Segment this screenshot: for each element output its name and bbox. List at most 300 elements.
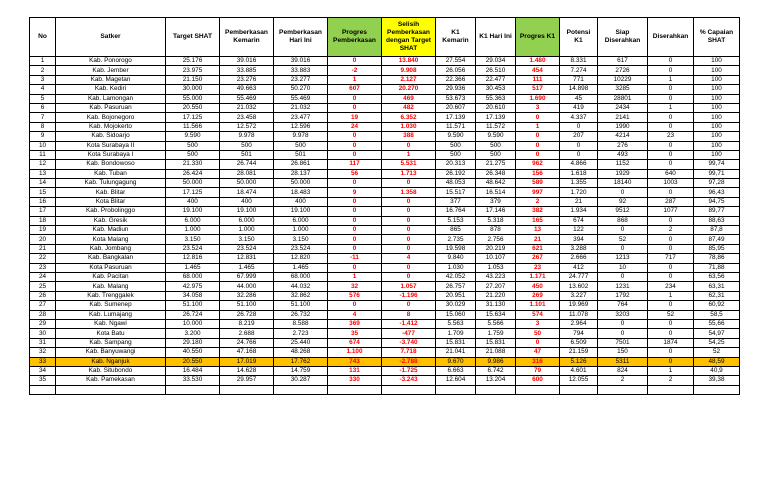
cell-progres-k1: 0 — [516, 113, 560, 122]
cell-selisih: 7.718 — [382, 348, 436, 357]
cell-satker: Kab. Malang — [56, 282, 166, 291]
cell-potensi-k1: 794 — [560, 329, 598, 338]
cell-k1-hari-ini: 13.204 — [476, 376, 516, 385]
cell-progres-k1: 1 — [516, 122, 560, 131]
cell-pemberkasan-hari-ini: 44.032 — [274, 282, 328, 291]
table-row — [30, 113, 740, 122]
cell-progres-k1: 1.480 — [516, 57, 560, 66]
cell-capaian-shat: 100 — [694, 66, 740, 75]
cell-no: 18 — [30, 216, 56, 225]
cell-k1-kemarin: 19.598 — [436, 244, 476, 253]
cell-capaian-shat: 100 — [694, 94, 740, 103]
cell-siap-diserahkan: 2141 — [598, 113, 648, 122]
cell-k1-kemarin: 29.936 — [436, 85, 476, 94]
cell-k1-kemarin: 20.313 — [436, 160, 476, 169]
cell-potensi-k1: 2.964 — [560, 319, 598, 328]
header-pemberkasan-kemarin: Pemberkasan Kemarin — [220, 18, 274, 57]
cell-satker: Kota Surabaya I — [56, 150, 166, 159]
cell-no: 17 — [30, 207, 56, 216]
header-capaian-shat: % Capaian SHAT — [694, 18, 740, 57]
cell-pemberkasan-hari-ini: 30.287 — [274, 376, 328, 385]
cell-siap-diserahkan: 2 — [598, 376, 648, 385]
cell-k1-kemarin: 26.192 — [436, 169, 476, 178]
cell-pemberkasan-kemarin: 49.663 — [220, 85, 274, 94]
cell-progres-pemberkasan: 0 — [328, 103, 382, 112]
shat-report — [29, 17, 739, 395]
blank-cell — [560, 385, 598, 394]
cell-pemberkasan-kemarin: 21.032 — [220, 103, 274, 112]
cell-no: 12 — [30, 160, 56, 169]
table-row — [30, 150, 740, 159]
cell-siap-diserahkan: 764 — [598, 301, 648, 310]
cell-pemberkasan-kemarin: 47.168 — [220, 348, 274, 357]
cell-progres-k1: 13 — [516, 226, 560, 235]
cell-k1-kemarin: 17.139 — [436, 113, 476, 122]
cell-progres-k1: 111 — [516, 75, 560, 84]
cell-k1-kemarin: 15.831 — [436, 338, 476, 347]
cell-pemberkasan-kemarin: 24.766 — [220, 338, 274, 347]
cell-capaian-shat: 87,8 — [694, 226, 740, 235]
cell-siap-diserahkan: 1792 — [598, 291, 648, 300]
cell-satker: Kab. Pamekasan — [56, 376, 166, 385]
cell-no: 25 — [30, 282, 56, 291]
cell-progres-pemberkasan: 0 — [328, 216, 382, 225]
cell-diserahkan: 234 — [648, 282, 694, 291]
cell-progres-k1: 517 — [516, 85, 560, 94]
cell-potensi-k1: 21 — [560, 197, 598, 206]
cell-progres-k1: 267 — [516, 254, 560, 263]
cell-satker: Kab. Nganjuk — [56, 357, 166, 366]
cell-diserahkan: 1 — [648, 103, 694, 112]
cell-no: 23 — [30, 263, 56, 272]
cell-progres-k1: 450 — [516, 282, 560, 291]
cell-target-shat: 26.424 — [166, 169, 220, 178]
cell-siap-diserahkan: 1231 — [598, 282, 648, 291]
table-row — [30, 319, 740, 328]
cell-target-shat: 51.100 — [166, 301, 220, 310]
cell-progres-k1: 269 — [516, 291, 560, 300]
cell-k1-hari-ini: 379 — [476, 197, 516, 206]
cell-no: 6 — [30, 103, 56, 112]
cell-progres-pemberkasan: 56 — [328, 169, 382, 178]
cell-siap-diserahkan: 276 — [598, 141, 648, 150]
table-row — [30, 141, 740, 150]
cell-target-shat: 500 — [166, 150, 220, 159]
cell-progres-pemberkasan: 0 — [328, 207, 382, 216]
cell-pemberkasan-kemarin: 3.150 — [220, 235, 274, 244]
cell-k1-kemarin: 500 — [436, 150, 476, 159]
cell-potensi-k1: 4.601 — [560, 366, 598, 375]
table-row — [30, 75, 740, 84]
cell-pemberkasan-hari-ini: 23.477 — [274, 113, 328, 122]
cell-k1-kemarin: 26.056 — [436, 66, 476, 75]
cell-k1-hari-ini: 5.566 — [476, 319, 516, 328]
cell-siap-diserahkan: 3285 — [598, 85, 648, 94]
cell-diserahkan: 2 — [648, 376, 694, 385]
cell-selisih: -1.196 — [382, 291, 436, 300]
cell-selisih: 0 — [382, 226, 436, 235]
cell-capaian-shat: 97,28 — [694, 179, 740, 188]
cell-target-shat: 3.150 — [166, 235, 220, 244]
cell-siap-diserahkan: 1929 — [598, 169, 648, 178]
cell-siap-diserahkan: 10229 — [598, 75, 648, 84]
cell-k1-kemarin: 5.153 — [436, 216, 476, 225]
cell-siap-diserahkan: 52 — [598, 235, 648, 244]
cell-progres-pemberkasan: -2 — [328, 66, 382, 75]
cell-progres-pemberkasan: 131 — [328, 366, 382, 375]
cell-progres-k1: 1.101 — [516, 301, 560, 310]
cell-progres-pemberkasan: 1 — [328, 75, 382, 84]
cell-target-shat: 68.000 — [166, 272, 220, 281]
cell-pemberkasan-hari-ini: 23.277 — [274, 75, 328, 84]
cell-satker: Kab. Ngawi — [56, 319, 166, 328]
blank-cell — [516, 385, 560, 394]
cell-k1-hari-ini: 48.642 — [476, 179, 516, 188]
cell-k1-hari-ini: 1.053 — [476, 263, 516, 272]
cell-satker: Kab. Tuban — [56, 169, 166, 178]
cell-capaian-shat: 100 — [694, 141, 740, 150]
cell-selisih: -1.725 — [382, 366, 436, 375]
cell-pemberkasan-hari-ini: 8.588 — [274, 319, 328, 328]
table-row — [30, 188, 740, 197]
cell-selisih: 20.270 — [382, 85, 436, 94]
table-row — [30, 122, 740, 131]
cell-diserahkan: 0 — [648, 348, 694, 357]
cell-progres-pemberkasan: 0 — [328, 235, 382, 244]
cell-k1-hari-ini: 20.610 — [476, 103, 516, 112]
cell-diserahkan: 287 — [648, 197, 694, 206]
cell-pemberkasan-kemarin: 500 — [220, 141, 274, 150]
cell-progres-pemberkasan: 0 — [328, 244, 382, 253]
table-row — [30, 301, 740, 310]
cell-k1-kemarin: 21.041 — [436, 348, 476, 357]
cell-k1-hari-ini: 17.146 — [476, 207, 516, 216]
cell-satker: Kab. Banyuwangi — [56, 348, 166, 357]
cell-selisih: 1.030 — [382, 122, 436, 131]
cell-potensi-k1: 207 — [560, 132, 598, 141]
cell-diserahkan: 2 — [648, 226, 694, 235]
cell-k1-kemarin: 20.607 — [436, 103, 476, 112]
cell-pemberkasan-kemarin: 44.000 — [220, 282, 274, 291]
cell-siap-diserahkan: 868 — [598, 216, 648, 225]
cell-k1-hari-ini: 17.139 — [476, 113, 516, 122]
blank-cell — [476, 385, 516, 394]
cell-k1-hari-ini: 2.756 — [476, 235, 516, 244]
header-target-shat: Target SHAT — [166, 18, 220, 57]
cell-diserahkan: 0 — [648, 301, 694, 310]
cell-selisih: 482 — [382, 103, 436, 112]
cell-no: 13 — [30, 169, 56, 178]
header-k1-kemarin: K1 Kemarin — [436, 18, 476, 57]
cell-satker: Kab. Mojokerto — [56, 122, 166, 131]
cell-potensi-k1: 45 — [560, 94, 598, 103]
cell-progres-pemberkasan: -11 — [328, 254, 382, 263]
cell-progres-k1: 454 — [516, 66, 560, 75]
cell-target-shat: 19.100 — [166, 207, 220, 216]
cell-potensi-k1: 24.777 — [560, 272, 598, 281]
cell-potensi-k1: 8.331 — [560, 57, 598, 66]
cell-pemberkasan-hari-ini: 51.100 — [274, 301, 328, 310]
cell-selisih: 1.057 — [382, 282, 436, 291]
blank-cell — [274, 385, 328, 394]
cell-siap-diserahkan: 0 — [598, 272, 648, 281]
table-row — [30, 85, 740, 94]
cell-potensi-k1: 11.078 — [560, 310, 598, 319]
cell-no: 30 — [30, 329, 56, 338]
cell-selisih: 0 — [382, 216, 436, 225]
cell-no: 26 — [30, 291, 56, 300]
blank-cell — [220, 385, 274, 394]
cell-target-shat: 21.150 — [166, 75, 220, 84]
cell-potensi-k1: 419 — [560, 103, 598, 112]
cell-k1-hari-ini: 878 — [476, 226, 516, 235]
cell-capaian-shat: 100 — [694, 85, 740, 94]
table-row — [30, 338, 740, 347]
cell-potensi-k1: 6.509 — [560, 338, 598, 347]
cell-pemberkasan-kemarin: 8.219 — [220, 319, 274, 328]
cell-pemberkasan-kemarin: 26.744 — [220, 160, 274, 169]
cell-capaian-shat: 99,71 — [694, 169, 740, 178]
cell-selisih: 9.908 — [382, 66, 436, 75]
cell-pemberkasan-hari-ini: 33.883 — [274, 66, 328, 75]
table-row — [30, 329, 740, 338]
cell-no: 29 — [30, 319, 56, 328]
cell-pemberkasan-hari-ini: 6.000 — [274, 216, 328, 225]
header-selisih: Selisih Pemberkasan dengan Target SHAT — [382, 18, 436, 57]
cell-target-shat: 50.000 — [166, 179, 220, 188]
blank-cell — [30, 385, 56, 394]
cell-target-shat: 20.550 — [166, 357, 220, 366]
cell-diserahkan: 0 — [648, 94, 694, 103]
cell-pemberkasan-hari-ini: 12.596 — [274, 122, 328, 131]
cell-no: 22 — [30, 254, 56, 263]
cell-pemberkasan-hari-ini: 501 — [274, 150, 328, 159]
cell-progres-k1: 600 — [516, 376, 560, 385]
cell-pemberkasan-kemarin: 29.957 — [220, 376, 274, 385]
cell-no: 3 — [30, 75, 56, 84]
cell-k1-kemarin: 377 — [436, 197, 476, 206]
cell-capaian-shat: 100 — [694, 103, 740, 112]
cell-target-shat: 400 — [166, 197, 220, 206]
cell-no: 7 — [30, 113, 56, 122]
cell-satker: Kab. Trenggalek — [56, 291, 166, 300]
cell-pemberkasan-hari-ini: 12.820 — [274, 254, 328, 263]
cell-pemberkasan-hari-ini: 50.270 — [274, 85, 328, 94]
cell-no: 1 — [30, 57, 56, 66]
cell-diserahkan: 0 — [648, 263, 694, 272]
cell-siap-diserahkan: 5311 — [598, 357, 648, 366]
cell-target-shat: 23.975 — [166, 66, 220, 75]
cell-k1-hari-ini: 500 — [476, 150, 516, 159]
cell-capaian-shat: 52 — [694, 348, 740, 357]
cell-potensi-k1: 21.159 — [560, 348, 598, 357]
table-row — [30, 272, 740, 281]
cell-satker: Kab. Bojonegoro — [56, 113, 166, 122]
cell-satker: Kab. Probolinggo — [56, 207, 166, 216]
header-satker: Satker — [56, 18, 166, 57]
cell-diserahkan: 0 — [648, 188, 694, 197]
cell-pemberkasan-kemarin: 6.000 — [220, 216, 274, 225]
cell-target-shat: 26.724 — [166, 310, 220, 319]
cell-k1-hari-ini: 26.510 — [476, 66, 516, 75]
cell-no: 33 — [30, 357, 56, 366]
cell-diserahkan: 1874 — [648, 338, 694, 347]
cell-diserahkan: 0 — [648, 357, 694, 366]
cell-progres-pemberkasan: 35 — [328, 329, 382, 338]
cell-diserahkan: 23 — [648, 132, 694, 141]
cell-target-shat: 1.465 — [166, 263, 220, 272]
cell-k1-hari-ini: 11.572 — [476, 122, 516, 131]
cell-no: 35 — [30, 376, 56, 385]
table-row — [30, 366, 740, 375]
cell-progres-k1: 47 — [516, 348, 560, 357]
cell-satker: Kota Blitar — [56, 197, 166, 206]
cell-satker: Kab. Blitar — [56, 188, 166, 197]
cell-satker: Kab. Bangkalan — [56, 254, 166, 263]
cell-progres-k1: 0 — [516, 132, 560, 141]
cell-progres-pemberkasan: 576 — [328, 291, 382, 300]
cell-k1-hari-ini: 22.477 — [476, 75, 516, 84]
cell-progres-k1: 621 — [516, 244, 560, 253]
cell-selisih: 1.358 — [382, 188, 436, 197]
cell-progres-k1: 3 — [516, 103, 560, 112]
cell-progres-pemberkasan: 330 — [328, 376, 382, 385]
cell-progres-pemberkasan: 674 — [328, 338, 382, 347]
cell-selisih: -1.412 — [382, 319, 436, 328]
cell-no: 4 — [30, 85, 56, 94]
cell-siap-diserahkan: 0 — [598, 244, 648, 253]
cell-progres-pemberkasan: 0 — [328, 263, 382, 272]
cell-siap-diserahkan: 7501 — [598, 338, 648, 347]
cell-k1-kemarin: 9.590 — [436, 132, 476, 141]
table-row — [30, 57, 740, 66]
cell-satker: Kab. Pasuruan — [56, 103, 166, 112]
header-no: No — [30, 18, 56, 57]
cell-pemberkasan-hari-ini: 23.524 — [274, 244, 328, 253]
cell-no: 9 — [30, 132, 56, 141]
cell-k1-hari-ini: 15.831 — [476, 338, 516, 347]
cell-potensi-k1: 122 — [560, 226, 598, 235]
cell-progres-k1: 962 — [516, 160, 560, 169]
cell-potensi-k1: 0 — [560, 141, 598, 150]
cell-potensi-k1: 1.720 — [560, 188, 598, 197]
cell-k1-kemarin: 865 — [436, 226, 476, 235]
cell-k1-hari-ini: 5.318 — [476, 216, 516, 225]
cell-no: 16 — [30, 197, 56, 206]
cell-potensi-k1: 412 — [560, 263, 598, 272]
cell-satker: Kab. Sidoarjo — [56, 132, 166, 141]
cell-pemberkasan-hari-ini: 48.268 — [274, 348, 328, 357]
cell-k1-kemarin: 2.735 — [436, 235, 476, 244]
cell-target-shat: 23.524 — [166, 244, 220, 253]
cell-target-shat: 500 — [166, 141, 220, 150]
cell-k1-kemarin: 53.673 — [436, 94, 476, 103]
cell-progres-k1: 156 — [516, 169, 560, 178]
cell-capaian-shat: 48,59 — [694, 357, 740, 366]
cell-progres-pemberkasan: 743 — [328, 357, 382, 366]
cell-target-shat: 1.000 — [166, 226, 220, 235]
cell-selisih: 13.840 — [382, 57, 436, 66]
cell-progres-k1: 50 — [516, 329, 560, 338]
cell-no: 24 — [30, 272, 56, 281]
cell-k1-hari-ini: 10.107 — [476, 254, 516, 263]
cell-potensi-k1: 771 — [560, 75, 598, 84]
cell-satker: Kab. Jombang — [56, 244, 166, 253]
table-row — [30, 179, 740, 188]
cell-progres-pemberkasan: 0 — [328, 179, 382, 188]
cell-diserahkan: 0 — [648, 113, 694, 122]
cell-capaian-shat: 100 — [694, 150, 740, 159]
cell-pemberkasan-hari-ini: 55.469 — [274, 94, 328, 103]
table-row — [30, 235, 740, 244]
table-row — [30, 254, 740, 263]
cell-pemberkasan-kemarin: 50.000 — [220, 179, 274, 188]
cell-siap-diserahkan: 2726 — [598, 66, 648, 75]
cell-no: 20 — [30, 235, 56, 244]
cell-target-shat: 55.000 — [166, 94, 220, 103]
table-row — [30, 216, 740, 225]
cell-capaian-shat: 100 — [694, 122, 740, 131]
header-k1-hari-ini: K1 Hari Ini — [476, 18, 516, 57]
cell-k1-kemarin: 48.053 — [436, 179, 476, 188]
cell-diserahkan: 0 — [648, 272, 694, 281]
cell-capaian-shat: 63,56 — [694, 272, 740, 281]
cell-diserahkan: 0 — [648, 122, 694, 131]
cell-satker: Kab. Situbondo — [56, 366, 166, 375]
header-pemberkasan-hari-ini: Pemberkasan Hari Ini — [274, 18, 328, 57]
cell-selisih: 0 — [382, 301, 436, 310]
cell-selisih: 469 — [382, 94, 436, 103]
cell-pemberkasan-kemarin: 33.885 — [220, 66, 274, 75]
cell-potensi-k1: 1.618 — [560, 169, 598, 178]
cell-k1-hari-ini: 500 — [476, 141, 516, 150]
cell-pemberkasan-hari-ini: 3.150 — [274, 235, 328, 244]
shat-table — [29, 17, 740, 395]
cell-diserahkan: 52 — [648, 310, 694, 319]
cell-k1-kemarin: 27.554 — [436, 57, 476, 66]
cell-selisih: 8 — [382, 310, 436, 319]
cell-progres-k1: 3 — [516, 319, 560, 328]
cell-diserahkan: 0 — [648, 319, 694, 328]
cell-potensi-k1: 1.355 — [560, 179, 598, 188]
cell-siap-diserahkan: 3203 — [598, 310, 648, 319]
cell-potensi-k1: 394 — [560, 235, 598, 244]
header-progres-k1: Progres K1 — [516, 18, 560, 57]
cell-siap-diserahkan: 493 — [598, 150, 648, 159]
cell-potensi-k1: 3.227 — [560, 291, 598, 300]
cell-no: 2 — [30, 66, 56, 75]
cell-pemberkasan-kemarin: 12.572 — [220, 122, 274, 131]
cell-k1-hari-ini: 21.220 — [476, 291, 516, 300]
cell-satker: Kab. Madiun — [56, 226, 166, 235]
cell-capaian-shat: 55,66 — [694, 319, 740, 328]
cell-selisih: -3.243 — [382, 376, 436, 385]
cell-pemberkasan-hari-ini: 26.861 — [274, 160, 328, 169]
cell-progres-pemberkasan: 0 — [328, 301, 382, 310]
cell-pemberkasan-hari-ini: 18.483 — [274, 188, 328, 197]
cell-selisih: 0 — [382, 179, 436, 188]
blank-row — [30, 385, 740, 394]
cell-k1-kemarin: 1.030 — [436, 263, 476, 272]
cell-k1-hari-ini: 27.207 — [476, 282, 516, 291]
cell-target-shat: 34.058 — [166, 291, 220, 300]
cell-pemberkasan-hari-ini: 1.000 — [274, 226, 328, 235]
cell-pemberkasan-kemarin: 67.999 — [220, 272, 274, 281]
cell-progres-k1: 2 — [516, 197, 560, 206]
cell-capaian-shat: 40,9 — [694, 366, 740, 375]
cell-potensi-k1: 4.866 — [560, 160, 598, 169]
cell-no: 28 — [30, 310, 56, 319]
